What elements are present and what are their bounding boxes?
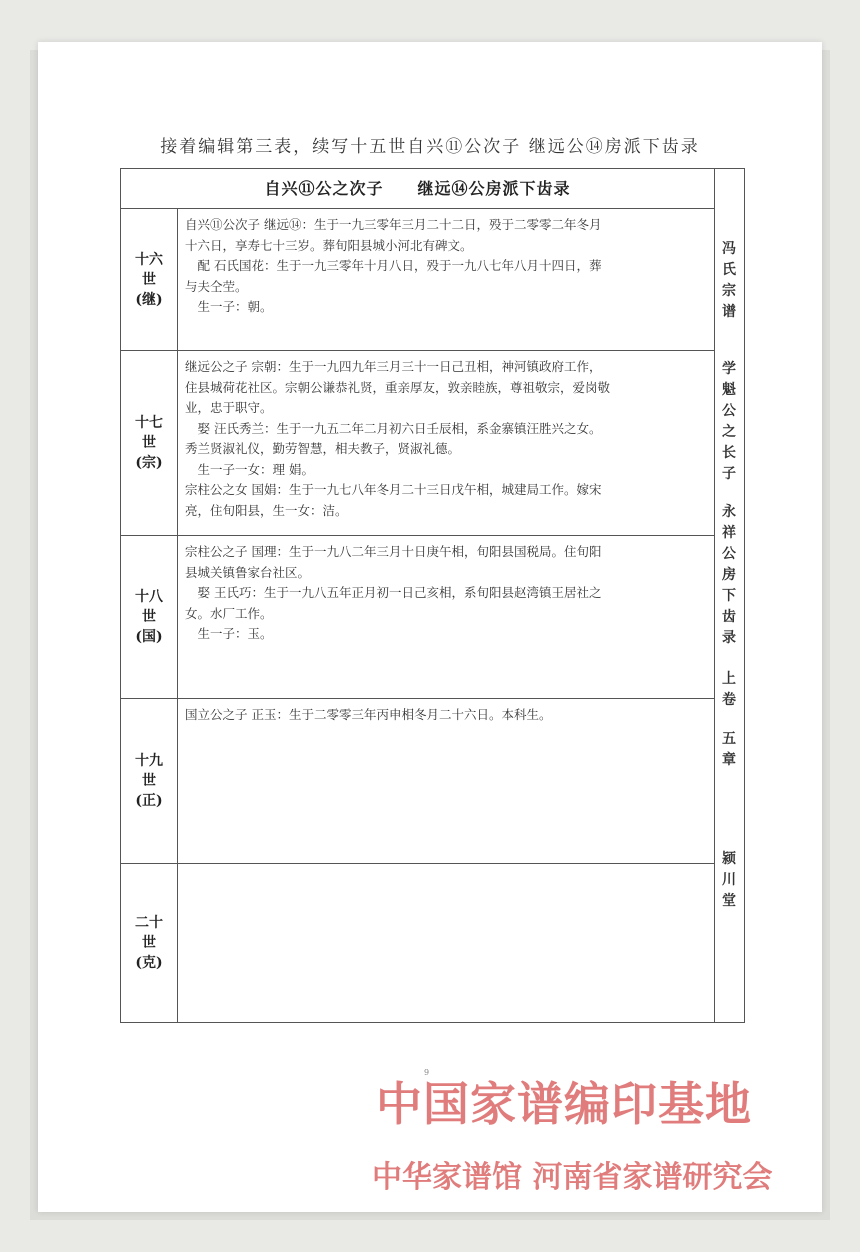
side-char: 齿 bbox=[722, 609, 736, 625]
page-number: 9 bbox=[424, 1068, 430, 1077]
side-char: 公 bbox=[722, 546, 736, 562]
side-char: 川 bbox=[722, 872, 736, 888]
record-line: 自兴⑪公次子 继远⑭：生于一九三零年三月二十二日，殁于二零零二年冬月 bbox=[185, 217, 602, 232]
record-line: 宗柱公之女 国娟：生于一九七八年冬月二十三日戊午相，城建局工作。嫁宋 bbox=[185, 482, 602, 497]
record-line: 国立公之子 正玉：生于二零零三年丙申相冬月二十六日。本科生。 bbox=[185, 707, 552, 722]
generation-label-part: 世 bbox=[142, 609, 156, 625]
side-char: 永 bbox=[722, 504, 736, 520]
record-line: 秀兰贤淑礼仪，勤劳智慧，相夫教子，贤淑礼德。 bbox=[185, 441, 461, 456]
generation-content bbox=[185, 357, 706, 521]
side-segment bbox=[714, 669, 744, 711]
generation-row bbox=[121, 536, 714, 699]
record-line: 生一子一女：理 娟。 bbox=[185, 461, 314, 477]
side-char: 祥 bbox=[722, 525, 736, 541]
side-char: 冯 bbox=[722, 241, 736, 257]
record-line: 宗柱公之子 国理：生于一九八二年三月十日庚午相，旬阳县国税局。住旬阳 bbox=[185, 544, 602, 559]
record-line: 生一子：朝。 bbox=[185, 299, 273, 314]
generation-label-part: 十八 bbox=[135, 589, 163, 605]
side-char: 下 bbox=[722, 588, 736, 604]
side-segment bbox=[714, 849, 744, 912]
generation-content bbox=[185, 705, 706, 726]
watermark-main: 中国家谱编印基地 bbox=[376, 1077, 752, 1131]
record-line: 娶 汪氏秀兰：生于一九五二年二月初六日壬辰相，系金寨镇汪胜兴之女。 bbox=[185, 420, 602, 436]
side-char: 颍 bbox=[722, 851, 736, 867]
generation-label-part: (克) bbox=[135, 955, 163, 971]
generation-label bbox=[121, 351, 178, 535]
record-line: 业，忠于职守。 bbox=[185, 400, 273, 415]
generation-label bbox=[121, 536, 178, 698]
generation-label-part: 世 bbox=[142, 435, 156, 451]
side-char: 章 bbox=[722, 752, 736, 768]
side-char: 公 bbox=[722, 403, 736, 419]
generation-label-part: (宗) bbox=[135, 455, 163, 471]
generation-label-part: 十九 bbox=[135, 753, 163, 769]
side-char: 子 bbox=[722, 466, 736, 482]
watermark-sub: 中华家谱馆 河南省家谱研究会 bbox=[372, 1160, 773, 1195]
generation-label-part: (继) bbox=[135, 291, 163, 308]
record-line: 十六日，享寿七十三岁。葬旬阳县城小河北有碑文。 bbox=[185, 237, 473, 253]
table-main bbox=[121, 169, 715, 1022]
side-segment bbox=[714, 359, 744, 485]
generation-row bbox=[121, 351, 714, 536]
generation-label-part: 世 bbox=[142, 271, 156, 288]
generation-label-part: (国) bbox=[135, 629, 163, 645]
side-char: 氏 bbox=[722, 262, 736, 278]
side-column bbox=[714, 169, 744, 1022]
side-char: 五 bbox=[722, 731, 736, 747]
side-char: 长 bbox=[722, 445, 736, 461]
generation-row bbox=[121, 209, 714, 351]
generation-label bbox=[121, 209, 178, 350]
generation-label bbox=[121, 864, 178, 1022]
side-char: 卷 bbox=[722, 692, 736, 708]
record-line: 住县城荷花社区。宗朝公谦恭礼贤，重亲厚友，敦亲睦族，尊祖敬宗，爱岗敬 bbox=[185, 379, 611, 395]
record-line: 配 石氏国花：生于一九三零年十月八日，殁于一九八七年八月十四日，葬 bbox=[185, 258, 602, 273]
side-char: 学 bbox=[722, 361, 736, 377]
generation-row bbox=[121, 699, 714, 864]
side-char: 房 bbox=[722, 567, 736, 583]
generation-label-part: 十七 bbox=[135, 415, 163, 431]
generation-label-part: 二十 bbox=[135, 915, 163, 931]
side-char: 宗 bbox=[722, 283, 736, 299]
side-char: 魁 bbox=[722, 382, 736, 398]
side-char: 录 bbox=[722, 630, 736, 646]
generation-content bbox=[185, 215, 706, 318]
side-char: 之 bbox=[722, 424, 736, 440]
record-line: 生一子：玉。 bbox=[185, 626, 273, 641]
generation-row bbox=[121, 864, 714, 1022]
generation-label bbox=[121, 699, 178, 863]
record-line: 继远公之子 宗朝：生于一九四九年三月三十一日己丑相，神河镇政府工作， bbox=[185, 359, 602, 374]
side-segment bbox=[714, 729, 744, 771]
table-title: 自兴⑪公之次子 继远⑭公房派下齿录 bbox=[121, 169, 714, 209]
record-line: 与夫仝茔。 bbox=[185, 278, 248, 294]
side-char: 堂 bbox=[722, 893, 736, 909]
side-segment bbox=[714, 502, 744, 649]
page-heading: 接着编辑第三表，续写十五世自兴⑪公次子 继远公⑭房派下齿录 bbox=[160, 137, 700, 157]
record-line: 县城关镇鲁家台社区。 bbox=[185, 564, 311, 580]
side-char: 上 bbox=[722, 671, 736, 687]
generation-content bbox=[185, 542, 706, 645]
record-line: 女。水厂工作。 bbox=[185, 605, 273, 621]
generation-label-part: 世 bbox=[142, 773, 156, 789]
generation-label-part: (正) bbox=[135, 793, 163, 809]
record-line: 亮，住旬阳县，生一女：洁。 bbox=[185, 502, 348, 518]
side-segment bbox=[714, 239, 744, 323]
genealogy-table bbox=[120, 168, 745, 1023]
generation-label-part: 十六 bbox=[135, 251, 163, 268]
generation-label-part: 世 bbox=[142, 935, 156, 951]
record-line: 娶 王氏巧：生于一九八五年正月初一日己亥相，系旬阳县赵湾镇王居社之 bbox=[185, 585, 602, 600]
side-char: 谱 bbox=[722, 304, 736, 320]
